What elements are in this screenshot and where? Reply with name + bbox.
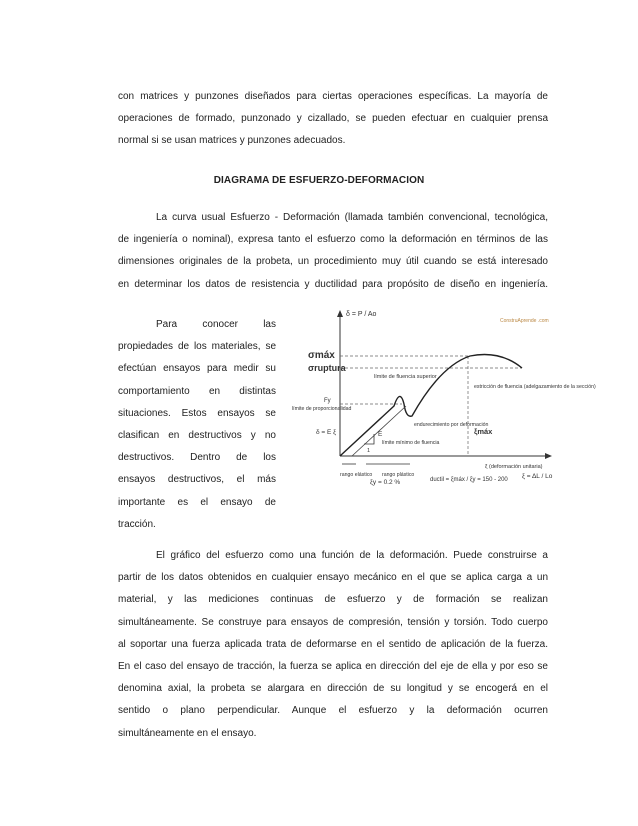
xi-y-label: ξy = 0.2 % [370,479,401,486]
paragraph-line: simultáneamente. Se construye para ensayos de compresión, tensión y torsión. Todo cuerpo [118,616,548,628]
side-line: importante es el ensayo de [118,496,276,508]
paragraph-2 [118,545,548,745]
x-axis-arrow [545,453,552,459]
paragraph-line: dimensiones originales de la probeta, un procedimiento muy útil cuando se está interesado [118,256,548,268]
slope-triangle [364,434,374,444]
side-line: clasifican en destructivos y no [118,430,276,442]
side-line: tracción. [118,518,156,530]
proportional-limit-label: límite de proporcionalidad [292,406,352,412]
paragraph-line: denomina axial, la probeta se alargara en dirección de su longitud y se encogerá en el [118,683,548,695]
xi-max-label: ξmáx [474,427,493,436]
plastic-range-label: rango plástico [382,472,415,478]
ductility-label: ductil = ξmáx / ξy = 150 - 200 [430,477,508,483]
stress-strain-svg [290,306,596,486]
side-line: Para conocer las [156,319,276,330]
strain-hardening-label: endurecimiento por deformación [414,422,489,428]
paragraph-1 [118,207,548,296]
paragraph-line: En el caso del ensayo de tracción, la fuerza se aplica en dirección del eje de ella y por eso se [118,661,548,673]
e-label: E [378,431,383,438]
watermark-logo: ConstruAprende .com [500,318,549,324]
upper-yield-label: límite de fluencia superior [374,374,437,380]
paragraph-line: material, y las mediciones continuas de esfuerzo y de formación se realizan [118,594,548,606]
sigma-max-label: σmáx [308,350,335,361]
fy-label: Fy [324,398,331,404]
paragraph-line: simultáneamente en el ensayo. [118,727,257,739]
intro-paragraph [118,86,548,153]
paragraph-line: sentido o plano perpendicular. Aunque el esfuerzo y la deformación ocurren [118,705,548,717]
paragraph-line: al soportar una fuerza aplicada trata de deformarse en el sentido de aplicación de la fuerza. [118,638,548,650]
side-line: destructivos. Dentro de los [118,452,276,464]
y-axis-label: δ = P / Ao [346,311,377,318]
paragraph-line: en determinar los datos de resistencia y ductilidad para propósito de diseño en ingeniería. [118,278,548,290]
intro-line: normal si se usan matrices y punzones adecuados. [118,135,346,147]
y-axis-arrow [337,310,343,317]
side-line: propiedades de los materiales, se [118,341,276,353]
paragraph-line: La curva usual Esfuerzo - Deformación (llamada también convencional, tecnológica, [156,212,548,223]
side-line: efectúan ensayos para medir su [118,363,276,375]
stress-strain-diagram [290,306,596,486]
intro-line: con matrices y punzones diseñados para ciertas operaciones específicas. La mayoría de [118,91,548,102]
necking-label: estricción de fluencia (adelgazamiento de la sección) [474,384,596,390]
lower-yield-label: límite mínimo de fluencia [382,440,440,446]
side-line: ensayos destructivos, el más [118,474,276,486]
x-axis-label: ξ (deformación unitaria) [485,464,543,470]
paragraph-line: de ingeniería o nominal), expresa tanto el esfuerzo como la deformación en términos de las [118,234,548,246]
intro-line: operaciones de formado, punzonado y cizallado, se pueden efectuar en cualquier prensa [118,113,548,125]
sigma-rupture-label: σruptura [308,363,346,373]
side-paragraph [118,314,276,536]
x-formula-label: ξ = ΔL / Lo [522,473,553,480]
side-line: comportamiento en distintas [118,385,276,397]
hooke-label: δ = E ξ [316,429,337,436]
elastic-range-label: rango elástico [340,472,373,478]
side-line: situaciones. Estos ensayos se [118,407,276,419]
section-heading: DIAGRAMA DE ESFUERZO-DEFORMACION [213,175,425,186]
one-label: 1 [367,448,371,454]
paragraph-line: El gráfico del esfuerzo como una función de la deformación. Puede construirse a [156,550,548,561]
paragraph-line: partir de los datos obtenidos en cualquier ensayo mecánico en el que se aplica carga a un [118,572,548,584]
